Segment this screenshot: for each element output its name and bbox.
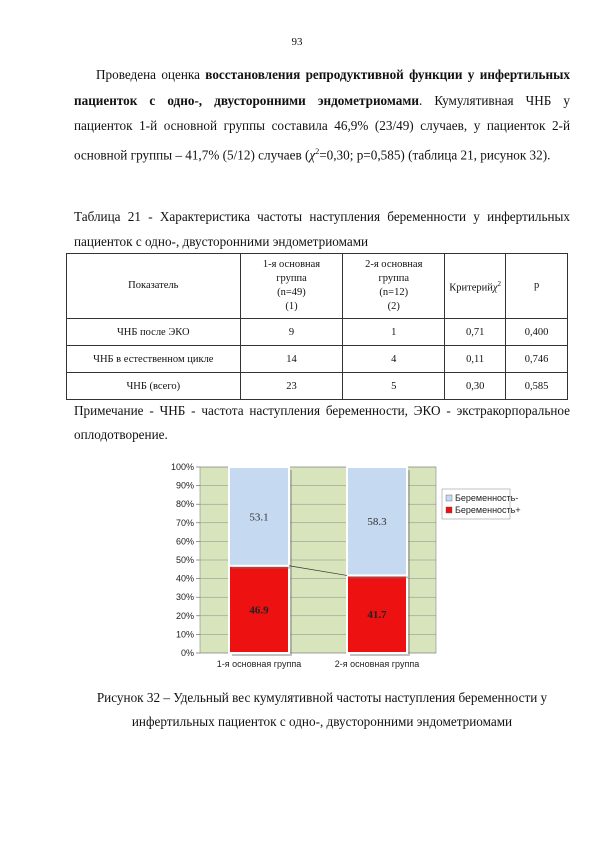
row-group-2: 5 (343, 373, 445, 400)
characteristics-table (66, 253, 568, 400)
header-criterion: Критерийχ$^2$ (445, 254, 506, 319)
row-p: 0,400 (506, 319, 568, 346)
row-group-1: 23 (240, 373, 343, 400)
table-header-row (67, 254, 568, 319)
paragraph-1-bold: восстановления репродуктивной функции у инфертильных пациенток с одно-, двусторонними эндометриомами (74, 67, 570, 108)
y-tick-label: 70% (175, 517, 194, 528)
table-row (67, 346, 568, 373)
row-chi: 0,11 (445, 346, 506, 373)
stacked-bar-chart (160, 455, 521, 675)
category-label: 2-я основная группа (334, 659, 420, 669)
row-group-1: 14 (240, 346, 343, 373)
header-group-2: 2-я основная группа (n=12) (2) (343, 254, 445, 319)
y-tick-label: 0% (180, 648, 194, 658)
y-tick-label: 50% (175, 555, 194, 565)
y-tick-label: 60% (175, 536, 194, 547)
row-group-1: 9 (240, 319, 343, 346)
legend-label: Беременность+ (455, 505, 521, 515)
y-tick-label: 30% (175, 592, 194, 603)
paragraph-1-text-c: =0,30; p=0,585) (таблица 21, рисунок 32). (319, 146, 551, 162)
y-tick-label: 20% (175, 610, 194, 621)
data-label: 41.7 (367, 609, 387, 622)
paragraph-1-text-b: . Кумулятивная ЧНБ у пациенток 1-й основной группы составила 46,9% (23/49) случаев, у пациенток 2-й основной группы – 41,7% (5/12) случаев ( (74, 92, 570, 162)
row-chi: 0,30 (445, 373, 506, 400)
y-tick-label: 80% (175, 499, 194, 510)
category-label: 1-я основная группа (216, 659, 302, 669)
legend-swatch (446, 495, 452, 501)
table-caption: Таблица 21 - Характеристика частоты наступления беременности у инфертильных пациенток с одно-, двусторонними эндометриомами (74, 209, 570, 249)
data-label: 53.1 (249, 511, 269, 524)
paragraph-1-text-a: Проведена оценка (96, 67, 206, 82)
chi-symbol: χ (309, 146, 316, 162)
data-label: 58.3 (367, 516, 387, 529)
row-p: 0,746 (506, 346, 568, 373)
chi-superscript: 2 (315, 146, 320, 156)
table-note: Примечание - ЧНБ - частота наступления беременности, ЭКО - экстракорпоральное оплодотворение. (74, 403, 570, 442)
paragraph-1 (74, 62, 570, 167)
row-label: ЧНБ после ЭКО (67, 319, 241, 346)
figure-caption: Рисунок 32 – Удельный вес кумулятивной частоты наступления беременности у инфертильных пациенток с одно-, двусторонними эндометриомами (96, 690, 548, 729)
header-p: p (506, 254, 568, 319)
row-group-2: 4 (343, 346, 445, 373)
y-tick-label: 40% (175, 573, 194, 584)
row-group-2: 1 (343, 319, 445, 346)
row-p: 0,585 (506, 373, 568, 400)
page-number: 93 (291, 36, 303, 48)
y-tick-label: 90% (175, 480, 194, 491)
row-label: ЧНБ (всего) (67, 373, 241, 400)
data-label: 46.9 (249, 604, 269, 617)
table-row (67, 373, 568, 400)
y-tick-label: 100% (170, 462, 194, 472)
legend-swatch (446, 507, 452, 513)
legend-label: Беременность- (455, 493, 519, 503)
header-group-1: 1-я основная группа (n=49) (1) (240, 254, 343, 319)
row-chi: 0,71 (445, 319, 506, 346)
table-row (67, 319, 568, 346)
header-indicator: Показатель (67, 254, 241, 319)
y-tick-label: 10% (175, 629, 194, 640)
row-label: ЧНБ в естественном цикле (67, 346, 241, 373)
